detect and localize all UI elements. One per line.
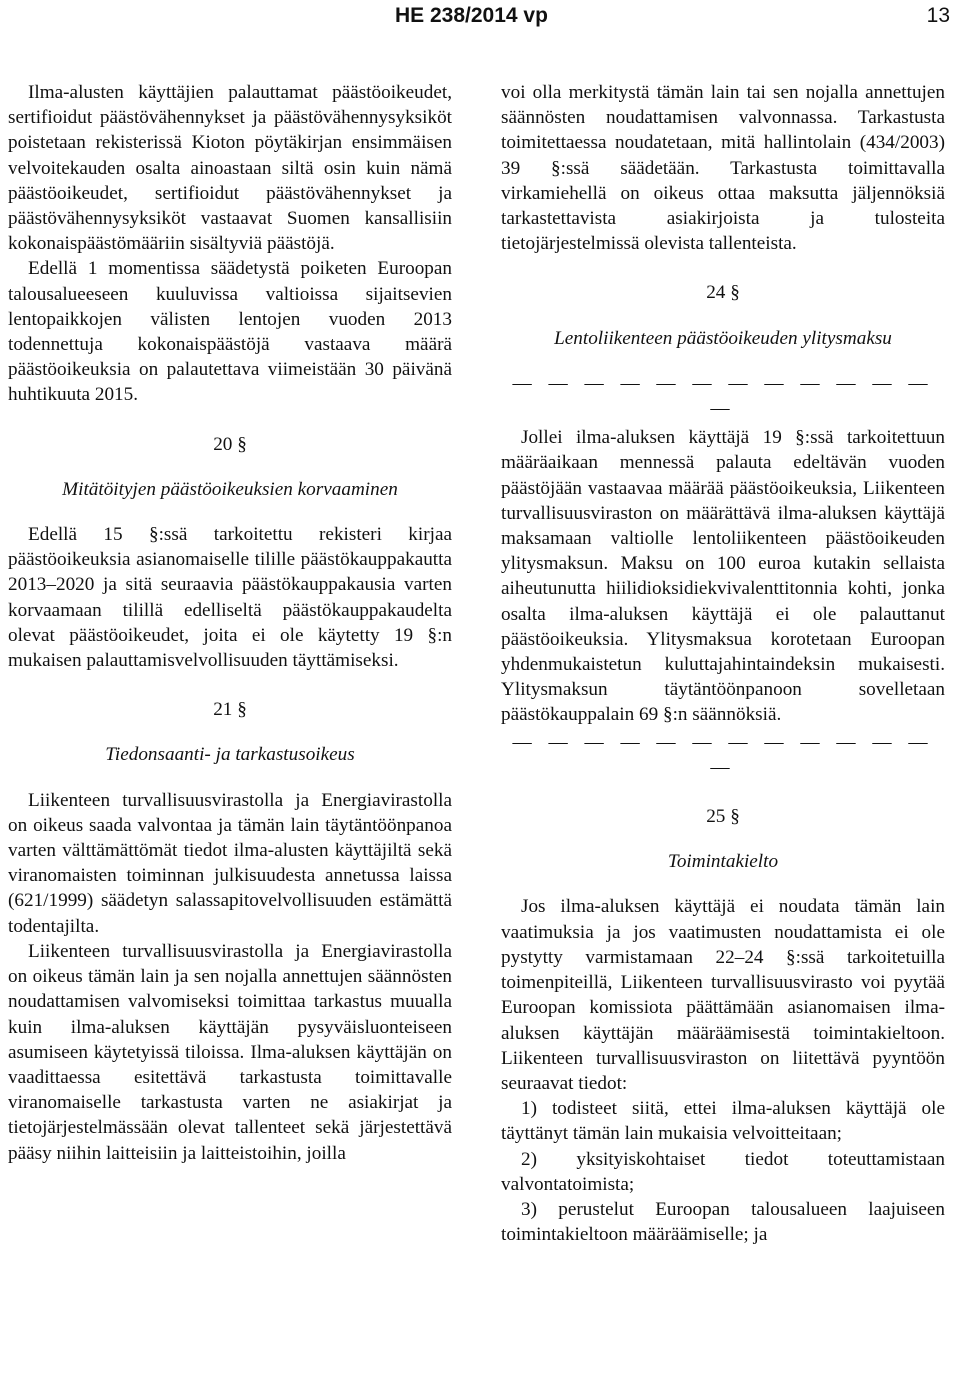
paragraph: Liikenteen turvallisuusvirastolla ja Energiavirastolla on oikeus tämän lain ja sen nojalla annettujen säännösten noudattamisen valvomiseksi toimittaa tarkastus muualla kuin ilma-aluksen käyttäjän pysyväisluonteiseen asumiseen käytetyissä tiloissa. Ilma-aluksen käyttäjän on vaadittaessa esitettävä tarkastusta toimittavalle viranomaiselle tarkastusta varten ne asiakirjat ja tietojärjestelmässään olevat tallenteet sekä järjestettävä pääsy niihin laitteisiin ja laitteistoihin, joilla: [8, 940, 452, 1164]
paragraph: Jollei ilma-aluksen käyttäjä 19 §:ssä tarkoitettuun määräaikaan mennessä palauta edeltävän vuoden päästöjään vastaavaa määrää päästöoikeuksia, Liikenteen turvallisuusviraston on määrättävä ilma-aluksen käyttäjä maksamaan valtiolle lentoliikenteen päästöoikeuden ylitysmaksun. Maksu on 100 euroa kutakin sellaista aiheutunutta hiilidioksidiekvivalenttitonnia kohti, jonka osalta ilma-aluksen käyttäjä ei ole palauttanut päästöoikeuksia. Ylitysmaksua korotetaan Euroopan yhdenmukaistetun kuluttajahintaindeksin mukaisesti. Ylitysmaksun täytäntöönpanoon sovelletaan päästökauppalain 69 §:n säännöksiä.: [501, 427, 945, 726]
list-item: 3) perustelut Euroopan talousalueen laajuiseen toimintakieltoon määräämiselle; ja: [501, 1198, 945, 1246]
section-title: Toimintakielto: [667, 851, 779, 873]
section-number: 25 §: [706, 806, 740, 828]
page-header: [0, 0, 960, 36]
section-title: Lentoliikenteen päästöoikeuden ylitysmaksu: [554, 327, 892, 349]
paragraph: Edellä 15 §:ssä tarkoitettu rekisteri kirjaa päästöoikeuksia asianomaiselle tilille päästökauppakautta 2013–2020 ja sitä seuraavia päästökauppakausia varten korvaamaan tilillä edelliseltä päästökauppakaudelta olevat päästöoikeudet, joita ei ole käytetty 19 §:n mukaisen palauttamisvelvollisuuden täyttämiseksi.: [8, 524, 452, 672]
document-id: HE 238/2014 vp: [395, 4, 548, 27]
section-number: 24 §: [706, 282, 740, 304]
paragraph-continued: voi olla merkitystä tämän lain tai sen nojalla annettujen säännösten noudattamisen valvonnassa. Tarkastusta toimitettaessa noudatetaan, mitä hallintolain (434/2003) 39 §:ssä säädetään. Tarkastusta toimittavalla virkamiehellä on oikeus ottaa maksutta jäljennöksiä tarkastettavista asiakirjoista ja tulosteita tietojärjestelmissä olevista tallenteista.: [501, 82, 945, 255]
omission-rule: — — — — — — — — — — — — —: [512, 731, 934, 778]
paragraph: Jos ilma-aluksen käyttäjä ei noudata tämän lain vaatimuksia ja jos vaatimusten noudattamista ei ole pystytty varmistamaan 22–24 §:ssä tarkoitetuilla toimenpiteillä, Liikenteen turvallisuusvirasto voi pyytää Euroopan komissiota päättämään asianomaisen ilma-aluksen käyttäjän määräämisestä toimintakieltoon. Liikenteen turvallisuusviraston on liitettävä pyyntöön seuraavat tiedot:: [501, 896, 945, 1094]
right-column: [501, 80, 945, 1247]
list-item: 1) todisteet siitä, ettei ilma-aluksen käyttäjä ole täyttänyt tämän lain mukaisia velvoitteitaan;: [501, 1098, 945, 1145]
section-title: Tiedonsaanti- ja tarkastusoikeus: [105, 744, 355, 766]
list-item: 2) yksityiskohtaiset tiedot toteuttamistaan valvontatoimista;: [501, 1148, 945, 1195]
page-number: 13: [926, 4, 950, 27]
left-column: [8, 80, 452, 1166]
section-number: 20 §: [213, 433, 247, 455]
section-number: 21 §: [213, 699, 247, 721]
paragraph: Liikenteen turvallisuusvirastolla ja Energiavirastolla on oikeus saada valvontaa ja tämän lain täytäntöönpanoa varten välttämättömät tiedot ilma-alusten käyttäjiltä sekä viranomaisten toiminnan julkisuudesta annetussa laissa (621/1999) säädetyn salassapitovelvollisuuden estämättä todentajilta.: [8, 789, 452, 937]
paragraph: Ilma-alusten käyttäjien palauttamat päästöoikeudet, sertifioidut päästövähennykset ja päästövähennysyksiköt poistetaan rekisterissä Kioton pöytäkirjan ensimmäisen velvoitekauden osalta ainoastaan siltä osin kuin nämä päästöoikeudet, sertifioidut päästövähennykset ja päästövähennysyksiköt vastaavat Suomen kansallisiin kokonaispäästömääriin sisältyviä päästöjä.: [8, 82, 452, 255]
paragraph: Edellä 1 momentissa säädetystä poiketen Euroopan talousalueeseen kuuluvissa valtioissa sijaitsevien lentopaikkojen välisten lentojen vuoden 2013 todennettuja kokonaispäästöjä vastaava määrä päästöoikeuksia on palautettava viimeistään 30 päivänä huhtikuuta 2015.: [8, 258, 452, 406]
omission-rule: — — — — — — — — — — — — —: [512, 372, 934, 420]
section-title: Mitätöityjen päästöoikeuksien korvaaminen: [62, 478, 398, 500]
